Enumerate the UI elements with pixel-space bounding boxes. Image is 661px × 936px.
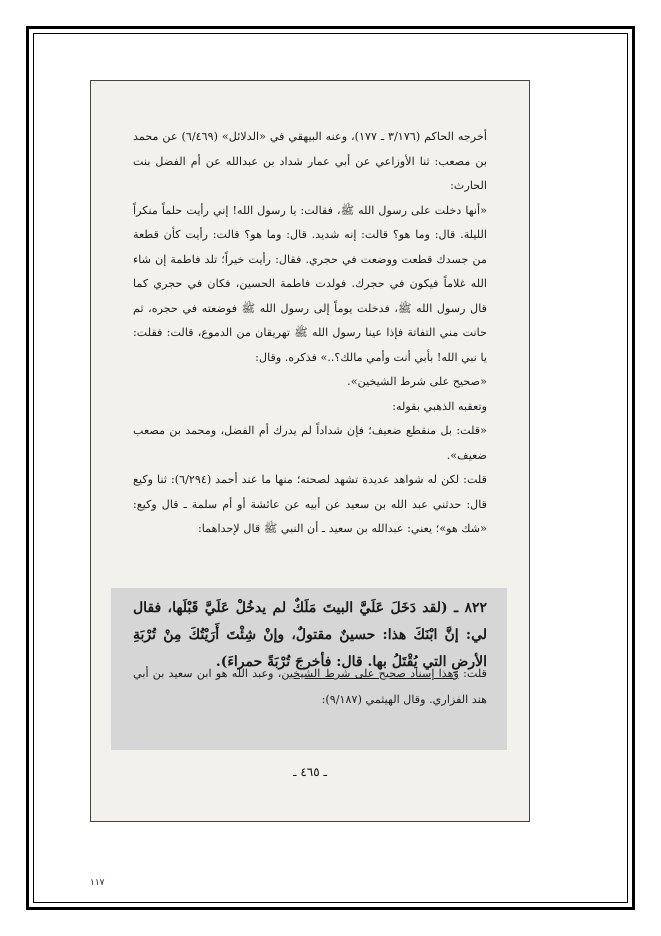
hadith-822: ٨٢٢ ـ (لقد دَخَلَ عَلَيَّ البيتَ مَلَكٌ لم يدخُلْ عَلَيَّ قَبْلَها، فقال لي: إنَّ ابْنَكَ هذا: حسينٌ مقتولٌ، وإنْ شِئْتَ أَرَيْتُكَ مِنْ تُرْبَةِ الأرضِ التي يُقْتَلُ بها. قال: فأخرجَ تُرْبَةً حمراءَ). [133, 600, 487, 670]
paragraph-narration: «أنها دخلت على رسول الله ﷺ، فقالت: يا رسول الله! إني رأيت حلماً منكراً الليلة. قال: وما هو؟ قالت: إنه شديد. قال: وما هو؟ قالت: رأيت كأن قطعة من جسدك قطعت ووضعت في حجري. فقال: رأيت خيراً؛ تلد فاطمة إن شاء الله غلاماً فيكون في حجرك. فولدت فاطمة الحسين، فكان في حجري كما قال رسول الله ﷺ، فدخلت يوماً إلى رسول الله ﷺ فوضعته في حجره، ثم حانت مني التفاتة فإذا عينا رسول الله ﷺ تهريقان من الدموع، قالت: فقلت: يا نبي الله! بأبي أنت وأمي مالك؟..» فذكره. وقال: [133, 203, 487, 364]
paragraph-shawahid: قلت: لكن له شواهد عديدة تشهد لصحته؛ منها ما عند أحمد (٦/٢٩٤): ثنا وكيع قال: حدثني عبد الله بن سعيد عن أبيه عن عائشة أو أم سلمة ـ قال وكيع: «شك هو»؛ يعني: عبدالله بن سعيد ـ أن النبي ﷺ قال لإحداهما: [133, 473, 487, 535]
paragraph-dhahabi-intro: وتعقبه الذهبي بقوله: [392, 399, 487, 413]
paragraph-dhahabi-quote: «قلت: بل منقطع ضعيف؛ فإن شداداً لم يدرك أم الفضل، ومحمد بن مصعب ضعيف». [133, 424, 487, 462]
note-prefix: قلت: [458, 667, 487, 680]
note-suffix: ، وعبد الله هو ابن سعيد بن أبي هند الفزاري. وقال الهيثمي (٩/١٨٧): [133, 667, 487, 706]
paragraph-verdict: «صحيح على شرط الشيخين». [347, 375, 487, 388]
paragraph-source: أخرجه الحاكم (٣/١٧٦ ـ ١٧٧)، وعنه البيهقي في «الدلائل» (٦/٤٦٩) عن محمد بن مصعب: ثنا الأوزاعي عن أبي عمار شداد بن عبدالله عن أم الفضل بنت الحارث: [133, 130, 487, 192]
underlined-isnad: وهذا إسناد صحيح على شرط الشيخين [281, 667, 459, 680]
document-folio-number: ١١٧ [90, 878, 105, 888]
main-text-block [133, 125, 487, 542]
isnad-note [133, 661, 487, 713]
book-page-number: ـ ٤٦٥ ـ [292, 765, 328, 779]
scanned-book-page [90, 80, 530, 822]
